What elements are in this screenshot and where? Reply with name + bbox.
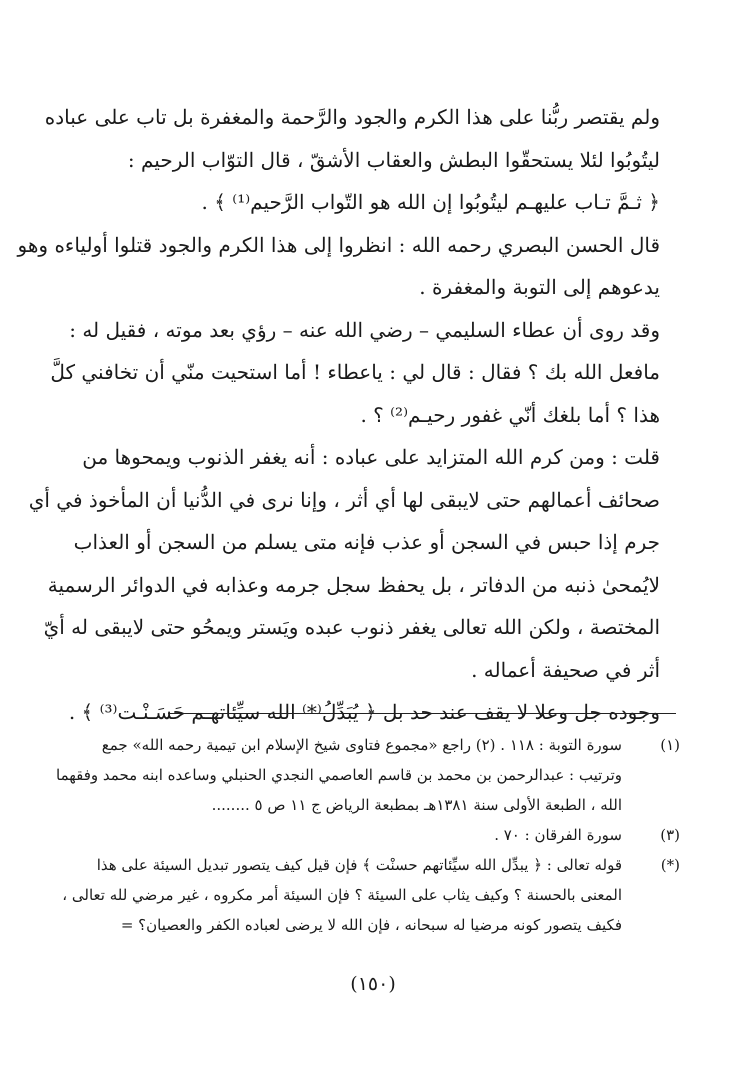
- footnote-3: [80, 820, 680, 850]
- footnote-divider: [168, 713, 676, 714]
- text-line: جرم إذا حبس في السجن أو عذب فإنه متى يسلم من السجن أو العذاب: [73, 530, 660, 554]
- footnote-marker: (*): [660, 856, 680, 874]
- text-line: صحائف أعمالهم حتى لايبقى لها أي أثر ، وإنا نرى في الدُّنيا أن المأخوذ في أي: [28, 487, 660, 512]
- footnote-line: قوله تعالى : ﴿ يبدِّل الله سيِّئاتهم حسنْت ﴾ فإن قيل كيف يتصور تبديل السيئة على هذا: [96, 856, 622, 874]
- footnote-line: سورة التوبة : ١١٨ . (٢) راجع «مجموع فتاوى شيخ الإسلام ابن تيمية رحمه الله» جمع: [101, 736, 622, 754]
- text-line: وقد روى أن عطاء السليمي – رضي الله عنه – رؤي بعد موته ، فقيل له :: [69, 317, 660, 342]
- quran-verse-line: وجوده جل وعلا لا يقف عند حد بل ﴿ يُبَدِّلُ⁽*⁾ الله سيِّئاتهـم حَسَـنْـت⁽³⁾ ﴾ .: [68, 700, 660, 724]
- text-line: المختصة ، ولكن الله تعالى يغفر ذنوب عبده ويَستر ويمحُو حتى لايبقى له أيّ: [43, 615, 660, 639]
- footnote-1: [56, 730, 680, 820]
- text-line: يدعوهم إلى التوبة والمغفرة .: [419, 275, 660, 299]
- paragraph-3: [50, 309, 680, 437]
- footnote-line: سورة الفرقان : ٧٠ .: [494, 826, 622, 844]
- text-line: لايُمحىٰ ذنبه من الدفاتر ، بل يحفظ سجل جرمه وعذابه في الدوائر الرسمية: [47, 572, 660, 597]
- page-number: (١٥٠): [350, 973, 396, 995]
- footnote-marker: (٣): [660, 826, 680, 844]
- paragraph-1: [44, 96, 680, 224]
- footnote-line: فكيف يتصور كونه مرضيا له سبحانه ، فإن الله لا يرضى لعباده الكفر والعصيان؟ =: [120, 916, 622, 934]
- footnote-line: المعنى بالحسنة ؟ وكيف يثاب على السيئة ؟ فإن السيئة أمر مكروه ، غير مرضي لله تعالى ،: [62, 886, 622, 904]
- text-line: مافعل الله بك ؟ فقال : قال لي : ياعطاء ! أما استحيت منّي أن تخافني كلَّ: [50, 360, 660, 384]
- footnote-star: [62, 850, 680, 940]
- text-line: ليتُوبُوا لئلا يستحقّوا البطش والعقاب الأشقّ ، قال التوّاب الرحيم :: [127, 147, 660, 172]
- paragraph-2: [17, 224, 680, 309]
- footnote-line: الله ، الطبعة الأولى سنة ١٣٨١هـ بمطبعة الرياض ج ١١ ص ٥ ........: [211, 796, 622, 814]
- paragraph-4: [28, 436, 680, 691]
- text-line: أثر في صحيفة أعماله .: [471, 657, 660, 682]
- text-line: هذا ؟ أما بلغك أنّي غفور رحيـم⁽²⁾ ؟ .: [360, 402, 660, 427]
- text-line: ولم يقتصر ربُّنا على هذا الكرم والجود والرَّحمة والمغفرة بل تاب على عباده: [44, 105, 660, 129]
- main-text: [17, 96, 680, 734]
- quran-verse-line: ﴿ ثـمَّ تـاب عليهـم ليتُوبُوا إن الله هو التّواب الرَّحيم⁽¹⁾ ﴾ .: [201, 190, 660, 214]
- footnotes: [56, 730, 680, 940]
- text-line: قال الحسن البصري رحمه الله : انظروا إلى هذا الكرم والجود قتلوا أولياءه وهو: [17, 232, 660, 257]
- footnote-line: وترتيب : عبدالرحمن بن محمد بن قاسم العاصمي النجدي الحنبلي وساعده ابنه محمد وفقهما: [56, 766, 622, 784]
- footnote-marker: (١): [660, 736, 680, 754]
- text-line: قلت : ومن كرم الله المتزايد على عباده : أنه يغفر الذنوب ويمحوها من: [82, 445, 660, 469]
